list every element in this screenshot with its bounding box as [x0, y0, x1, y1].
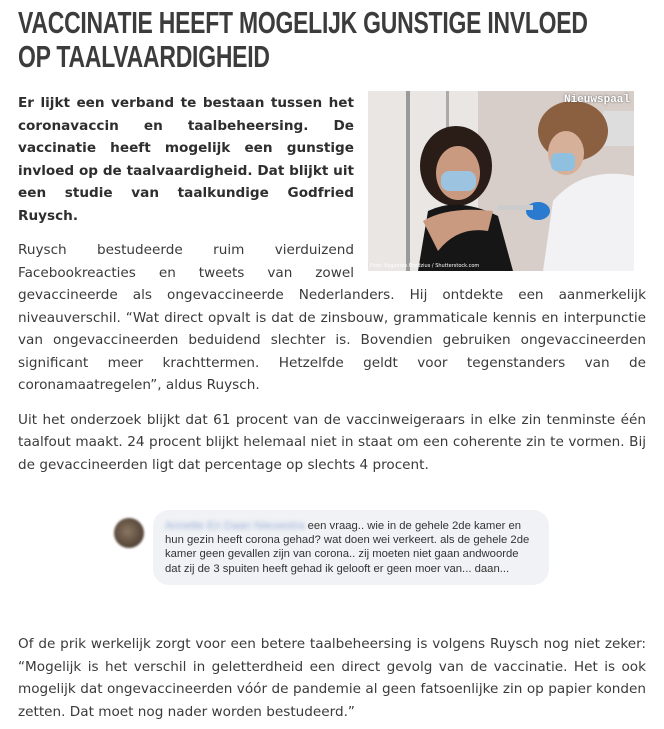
avatar [114, 518, 144, 548]
article-paragraph: Ruysch bestudeerde ruim vierduizend Facebookreacties en tweets van zowel gevaccineerde als ongevaccineerde Nederlanders. Hij ontdekte een aanmerkelijk niveauverschil. “Wat direct opvalt is dat de zinsbouw, grammaticale kennis en interpunctie van ongevaccineerden beduidend slechter is. Bovendien gebruiken ongevaccineerden significant meer krachttermen. Hetzelfde geldt voor tegenstanders van de coronamaatregelen”, aldus Ruysch. [18, 242, 646, 393]
article-lead: Er lijkt een verband te bestaan tussen het coronavaccin en taalbeheersing. De vaccinatie heeft mogelijk een gunstige invloed op de taalvaardigheid. Dat blijkt uit een studie van taalkundige Godfried Ruysch. [18, 95, 354, 224]
vaccination-photo-image [368, 91, 634, 271]
article-title: VACCINATIE HEEFT MOGELIJK GUNSTIGE INVLOED OP TAALVAARDIGHEID [18, 5, 588, 74]
facebook-comment-screenshot [114, 510, 646, 615]
article-paragraph: Uit het onderzoek blijkt dat 61 procent van de vaccinweigeraars in elke zin tenminste één taalfout maakt. 24 procent blijkt helemaal niet in staat om een coherente zin te vormen. Bij de gevaccineerden ligt dat percentage op slechts 4 procent. [18, 411, 646, 473]
article-closing-paragraph: Of de prik werkelijk zorgt voor een betere taalbeheersing is volgens Ruysch nog niet zeker: “Mogelijk is het verschil in geletterdheid een direct gevolg van de vaccinatie. Het is ook mogelijk dat ongevaccineerden vóór de pandemie al geen fatsoenlijke zin op papier konden zetten. Dat moet nog nader worden bestudeerd.” [18, 636, 646, 720]
photo-watermark: Nieuwspaal [563, 94, 630, 106]
article-photo [368, 91, 634, 271]
comment-author: Annette En Daan Nieuwstra [165, 520, 305, 532]
comment-bubble [153, 510, 549, 585]
comment-text: een vraag.. wie in de gehele 2de kamer en hun gezin heeft corona gehad? wat doen wei verkeert. als de gehele 2de kamer geen gevallen zijn van corona.. zij moeten niet gaan andwoorde dat zij de 3 spuiten heeft gehad ik gelooft er geen moer van... daan... [165, 520, 530, 575]
photo-credit: Foto: Vygantas Bredzius / Shutterstock.com [370, 263, 480, 269]
